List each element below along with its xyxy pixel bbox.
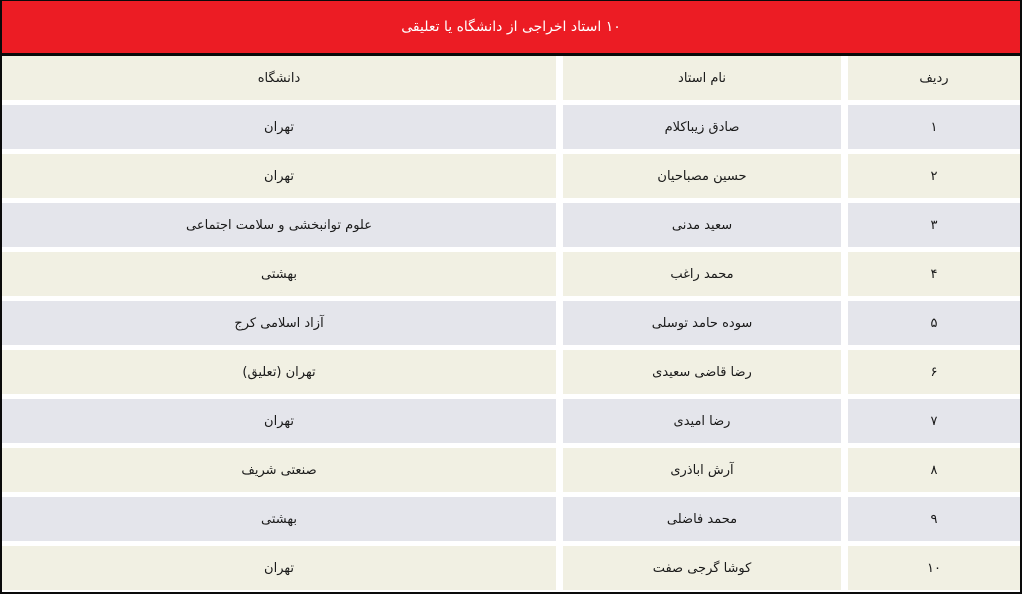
index-cell: ۱	[848, 105, 1020, 149]
table-row	[2, 154, 1020, 198]
index-cell: ۸	[848, 448, 1020, 492]
index-cell: ۱۰	[848, 546, 1020, 590]
table-row	[2, 105, 1020, 149]
header-name: نام استاد	[563, 56, 841, 100]
index-cell: ۷	[848, 399, 1020, 443]
header-index: ردیف	[848, 56, 1020, 100]
index-cell: ۳	[848, 203, 1020, 247]
header-university: دانشگاه	[2, 56, 556, 100]
index-cell: ۹	[848, 497, 1020, 541]
name-cell: حسین مصباحیان	[563, 154, 841, 198]
university-cell: تهران (تعلیق)	[2, 350, 556, 394]
table-title: ۱۰ استاد اخراجی از دانشگاه یا تعلیقی	[2, 1, 1020, 53]
table-row	[2, 301, 1020, 345]
index-cell: ۶	[848, 350, 1020, 394]
university-cell: بهشتی	[2, 252, 556, 296]
university-cell: تهران	[2, 105, 556, 149]
index-cell: ۵	[848, 301, 1020, 345]
university-cell: تهران	[2, 154, 556, 198]
professors-table	[2, 56, 1020, 592]
name-cell: رضا امیدی	[563, 399, 841, 443]
name-cell: سعید مدنی	[563, 203, 841, 247]
table-row	[2, 399, 1020, 443]
name-cell: کوشا گرجی صفت	[563, 546, 841, 590]
name-cell: رضا قاضی سعیدی	[563, 350, 841, 394]
table-row	[2, 497, 1020, 541]
university-cell: صنعتی شریف	[2, 448, 556, 492]
table-row	[2, 203, 1020, 247]
table-row	[2, 350, 1020, 394]
university-cell: تهران	[2, 546, 556, 590]
table-row	[2, 448, 1020, 492]
university-cell: بهشتی	[2, 497, 556, 541]
university-cell: آزاد اسلامی کرج	[2, 301, 556, 345]
table-header-row	[2, 56, 1020, 100]
name-cell: محمد راغب	[563, 252, 841, 296]
name-cell: سوده حامد توسلی	[563, 301, 841, 345]
name-cell: محمد فاضلی	[563, 497, 841, 541]
table-row	[2, 252, 1020, 296]
university-cell: علوم توانبخشی و سلامت اجتماعی	[2, 203, 556, 247]
index-cell: ۴	[848, 252, 1020, 296]
name-cell: آرش اباذری	[563, 448, 841, 492]
name-cell: صادق زیباکلام	[563, 105, 841, 149]
table-row	[2, 546, 1020, 590]
index-cell: ۲	[848, 154, 1020, 198]
university-cell: تهران	[2, 399, 556, 443]
